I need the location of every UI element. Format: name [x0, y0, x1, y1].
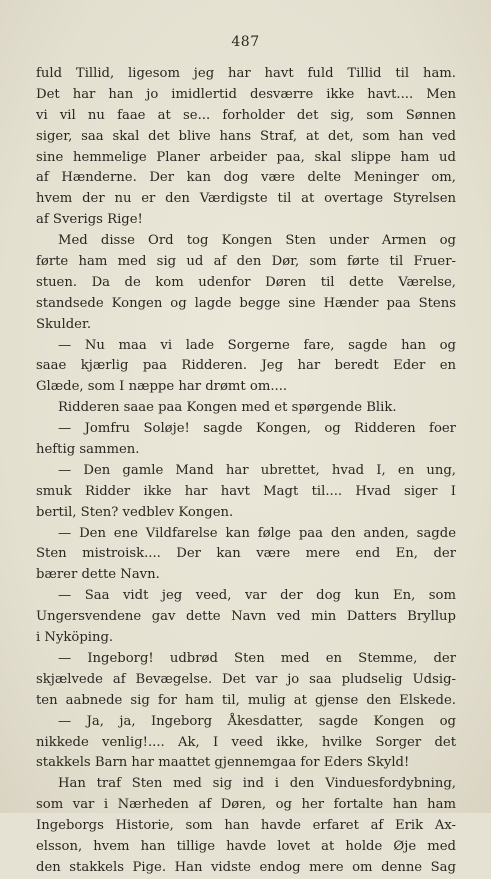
text-line: ten aabnede sig for ham til, mulig at gjense den Elskede.	[36, 692, 456, 708]
text-line: som var i Nærheden af Døren, og her fortalte han ham	[36, 797, 456, 813]
text-line: — Saa vidt jeg veed, var der dog kun En, som	[58, 588, 456, 604]
text-line: — Ingeborg! udbrød Sten med en Stemme, der	[58, 650, 456, 666]
text-line: — Ja, ja, Ingeborg Åkesdatter, sagde Kongen og	[58, 713, 456, 729]
text-line: smuk Ridder ikke har havt Magt til.... Hvad siger I	[36, 483, 456, 499]
text-line: bærer dette Navn.	[36, 567, 160, 583]
text-line: Skulder.	[36, 316, 92, 332]
text-line: stuen. Da de kom udenfor Døren til dette Værelse,	[36, 274, 456, 290]
text-line: i Nyköping.	[36, 630, 114, 646]
text-line: — Jomfru Soløje! sagde Kongen, og Ridderen foer	[58, 421, 456, 437]
text-line: vi vil nu faae at se... forholder det sig, som Sønnen	[36, 107, 456, 123]
text-line: Ingeborgs Historie, som han havde erfaret af Erik Ax-	[36, 818, 456, 834]
text-line: skjælvede af Bevægelse. Det var jo saa pludselig Udsig-	[36, 671, 456, 687]
text-line: Ungersvendene gav dette Navn ved min Datters Bryllup	[36, 609, 456, 625]
text-line: stakkels Barn har maattet gjennemgaa for Eders Skyld!	[36, 755, 410, 771]
text-line: Med disse Ord tog Kongen Sten under Armen og	[58, 233, 456, 249]
text-line: — Nu maa vi lade Sorgerne fare, sagde han og	[58, 337, 456, 353]
text-line: Han traf Sten med sig ind i den Vinduesfordybning,	[58, 776, 456, 792]
page-body-text	[36, 64, 456, 879]
text-line: Glæde, som I næppe har drømt om....	[36, 379, 288, 395]
text-line: siger, saa skal det blive hans Straf, at det, som han ved	[36, 128, 456, 144]
text-line: standsede Kongen og lagde begge sine Hænder paa Stens	[36, 295, 456, 311]
text-line: nikkede venlig!.... Ak, I veed ikke, hvilke Sorger det	[36, 734, 456, 750]
text-line: af Sverigs Rige!	[36, 212, 143, 228]
text-line: bertil, Sten? vedblev Kongen.	[36, 504, 234, 520]
text-line: Sten mistroisk.... Der kan være mere end En, der	[36, 546, 456, 562]
text-line: elsson, hvem han tillige havde lovet at holde Øje med	[36, 838, 456, 854]
text-line: af Hænderne. Der kan dog være delte Meninger om,	[36, 170, 456, 186]
text-line: førte ham med sig ud af den Dør, som førte til Fruer-	[36, 254, 456, 270]
text-line: sine hemmelige Planer arbeider paa, skal slippe ham ud	[36, 149, 456, 165]
text-line: den stakkels Pige. Han vidste endog mere om denne Sag	[36, 859, 456, 875]
text-line: hvem der nu er den Værdigste til at overtage Styrelsen	[36, 191, 456, 207]
text-line: Ridderen saae paa Kongen med et spørgende Blik.	[58, 400, 397, 416]
text-line: saae kjærlig paa Ridderen. Jeg har beredt Eder en	[36, 358, 456, 374]
text-line: fuld Tillid, ligesom jeg har havt fuld Tillid til ham.	[36, 66, 456, 81]
text-line: — Den gamle Mand har ubrettet, hvad I, en ung,	[58, 462, 456, 478]
text-line: — Den ene Vildfarelse kan følge paa den anden, sagde	[58, 525, 456, 541]
page-number: 487	[231, 34, 260, 50]
text-line: Det har han jo imidlertid desværre ikke havt.... Men	[36, 86, 456, 102]
text-line: heftig sammen.	[36, 442, 140, 458]
